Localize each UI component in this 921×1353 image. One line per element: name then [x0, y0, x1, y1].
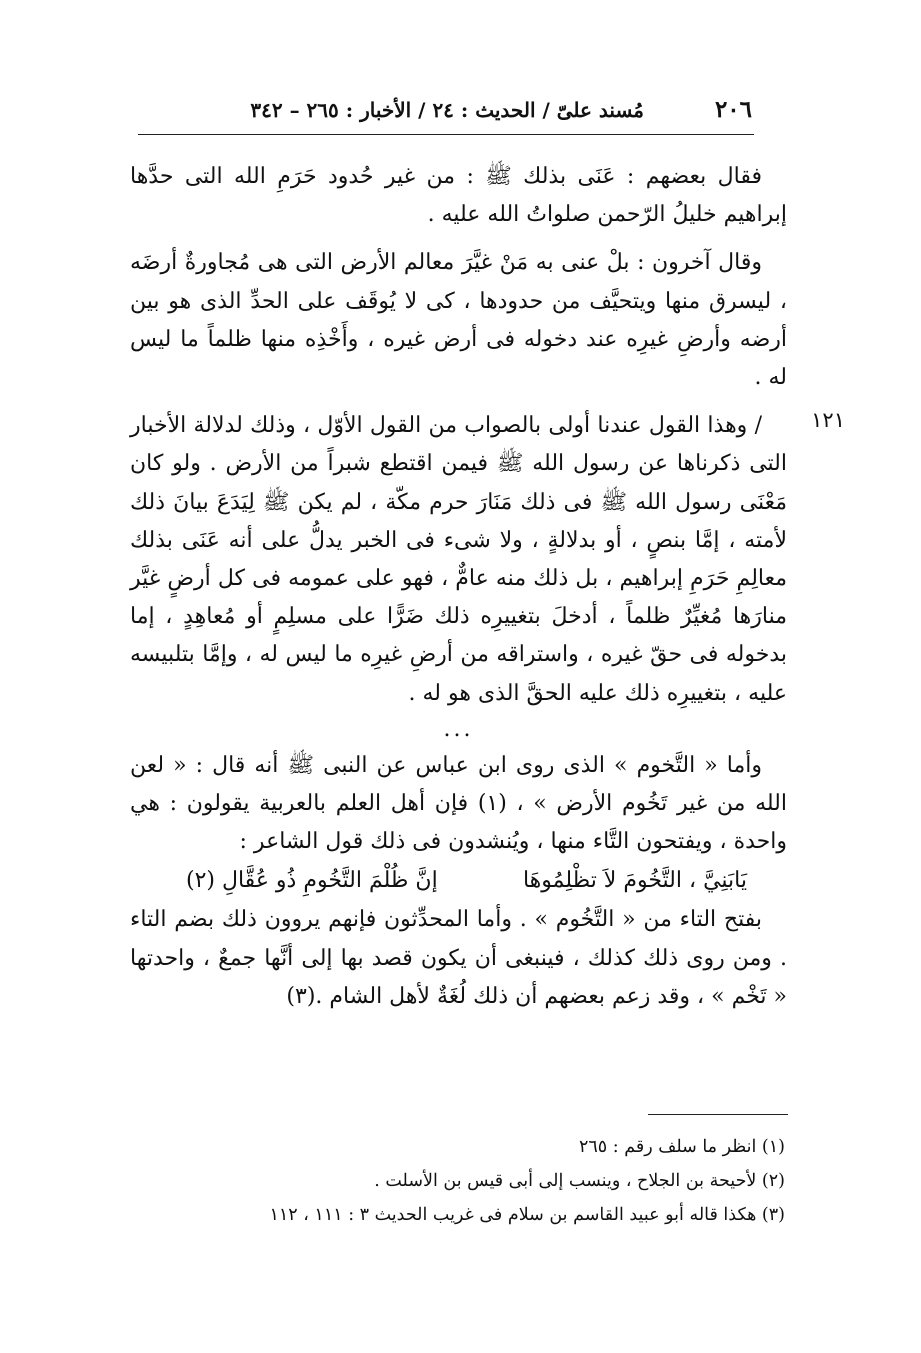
footnote: (٢) لأحيحة بن الجلاح ، وينسب إلى أبى قيس بن الأسلت . — [374, 1171, 785, 1191]
footnote: (١) انظر ما سلف رقم : ٢٦٥ — [578, 1137, 785, 1157]
verse-second-hemistich: إنَّ ظُلْمَ التَّخُومِ ذُو عُقَّالِ (٢) — [186, 868, 438, 894]
page-header — [140, 96, 752, 136]
main-text — [130, 158, 787, 1016]
footnotes — [130, 1130, 785, 1232]
paragraph: بفتح التاء من « التَّخُوم » . وأما المحدِّثون فإنهم يروون ذلك بضم التاء . ومن روى ذلك كذلك ، فينبغى أن يكون قصد بها إلى أنَّها جمعٌ ، واحدتها « تَخْم » ، وقد زعم بعضهم أن ذلك لُغَةٌ لأهل الشام .(٣) — [130, 907, 787, 1009]
section-separator: ... — [443, 716, 474, 742]
paragraph: وقال آخرون : بلْ عنى به مَنْ غيَّرَ معالم الأرض التى هى مُجاورةٌ أرضَه ، ليسرق منها ويتحيَّف من حدودها ، كى لا يُوقَف على الحدِّ الذى هو بين أرضه وأرضِ غيرِه عند دخوله فى أرض غيره ، وأَخْذِه منها ظلماً ما ليس له . — [130, 250, 787, 391]
paragraph: وأما « التَّخوم » الذى روى ابن عباس عن النبى ﷺ أنه قال : « لعن الله من غير تَخُوم الأرض » ، (١) فإن أهل العلم بالعربية يقولون : هي واحدة ، ويفتحون التَّاء منها ، ويُنشدون فى ذلك قول الشاعر : — [130, 752, 787, 855]
margin-page-reference: ١٢١ — [811, 408, 845, 432]
header-rule — [138, 134, 754, 135]
footnote: (٣) هكذا قاله أبو عبيد القاسم بن سلام فى غريب الحديث ٣ : ١١١ ، ١١٢ — [269, 1205, 785, 1225]
poem-verse — [130, 861, 787, 901]
verse-first-hemistich: يَابَنِيَّ ، التَّخُومَ لاَ تظْلِمُوهَا — [522, 868, 747, 894]
paragraph: فقال بعضهم : عَنَى بذلك ﷺ : من غير حُدود حَرَمِ الله التى حدَّها إبراهيم خليلُ الرّحمن صلواتُ الله عليه . — [130, 164, 787, 228]
footnote-rule — [648, 1114, 788, 1115]
running-title: مُسند علىّ / الحديث : ٢٤ / الأخبار : ٢٦٥ – ٣٤٢ — [250, 98, 644, 122]
paragraph: / وهذا القول عندنا أولى بالصواب من القول الأوّل ، وذلك لدلالة الأخبار التى ذكرناها عن رسول الله ﷺ فيمن اقتطع شبراً من الأرض . ولو كان مَعْنَى رسول الله ﷺ فى ذلك مَنَارَ حرم مكّة ، لم يكن ﷺ لِيَدَعَ بيانَ ذلك لأمته ، إمَّا بنصٍ ، أو بدلالةٍ ، ولا شىء فى الخبر يدلُّ على أنه عَنَى بذلك معالِمِ حَرَمِ إبراهيم ، بل ذلك منه عامٌّ ، فهو على عمومه فى كل أرضٍ غيَّر منارَها مُغيِّرٌ ظلماً ، أدخلَ بتغييرِه ذلك ضَرًّا على مسلِمٍ أو مُعاهِدٍ ، إما بدخوله فى حقّ غيره ، واستراقه من أرضِ غيرِه ما ليس له ، وإمَّا بتلبيسه عليه ، بتغييرِه ذلك عليه الحقَّ الذى هو له . — [130, 413, 787, 706]
page-number: ٢٠٦ — [714, 96, 752, 123]
